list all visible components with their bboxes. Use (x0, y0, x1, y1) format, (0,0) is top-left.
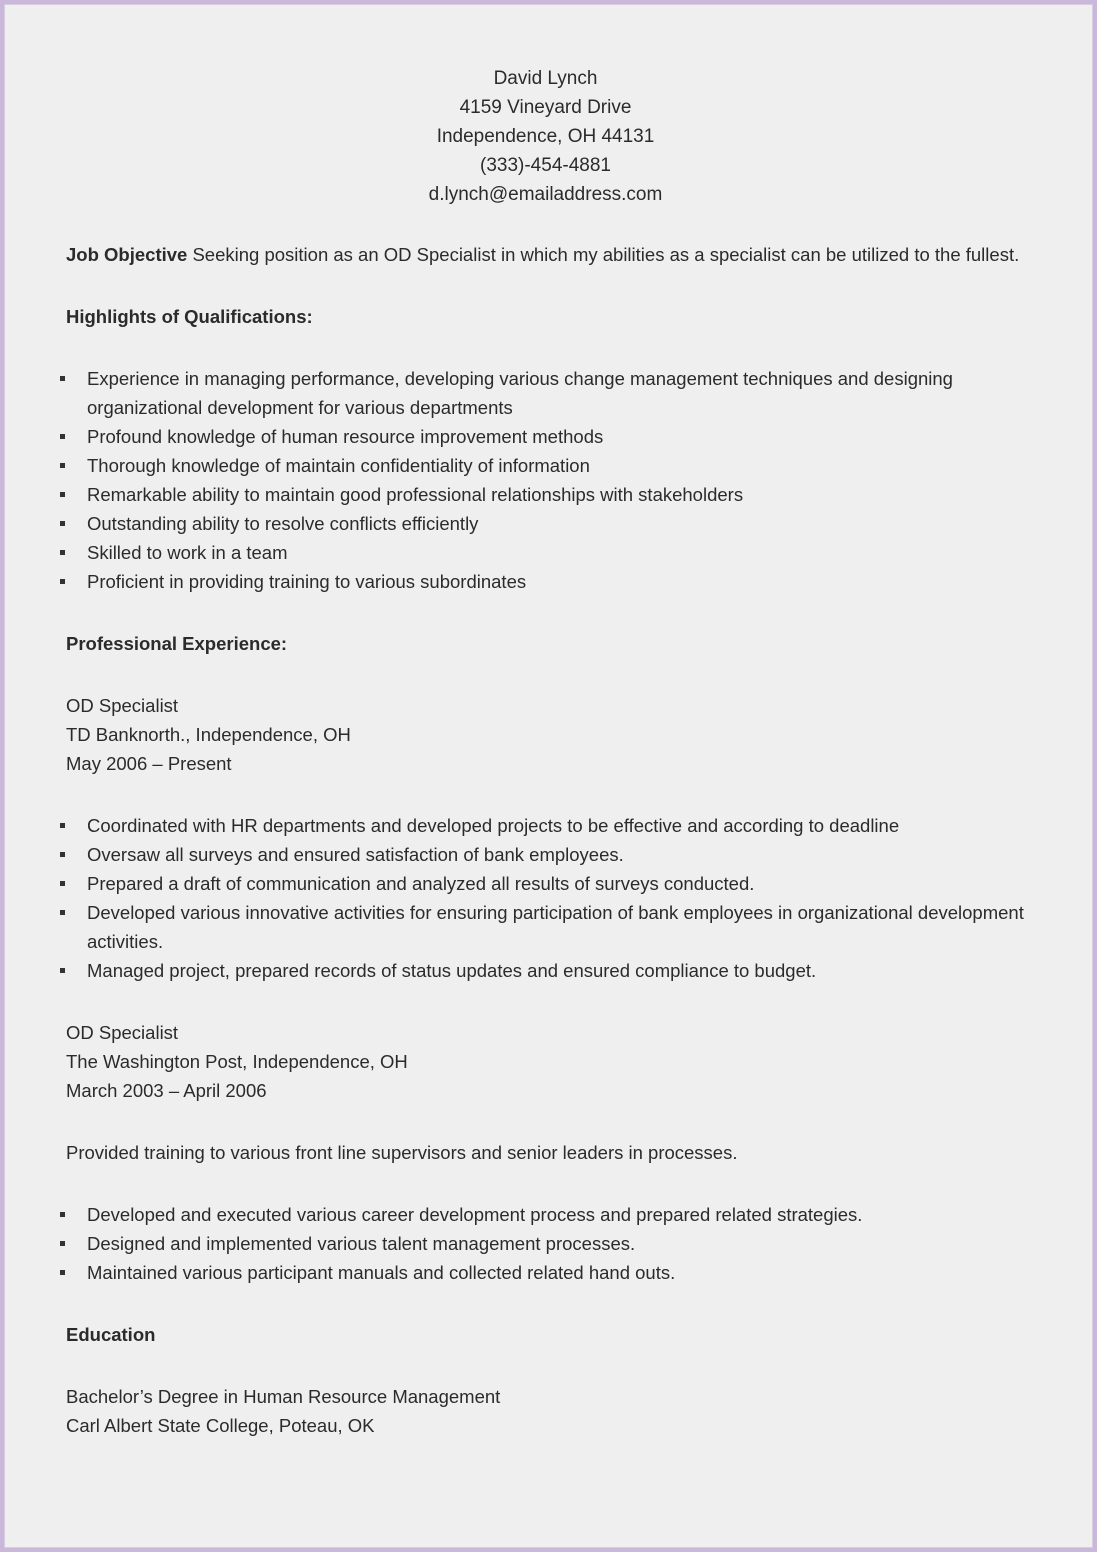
list-item: Outstanding ability to resolve conflicts efficiently (60, 509, 1026, 538)
bullet-icon (60, 579, 65, 584)
bullet-icon (60, 521, 65, 526)
bullet-icon (60, 823, 65, 828)
bullet-icon (60, 463, 65, 468)
bullet-icon (60, 852, 65, 857)
bullet-icon (60, 910, 65, 915)
education-heading: Education (66, 1324, 156, 1345)
email-address: d.lynch@emailaddress.com (428, 184, 663, 205)
list-item: Remarkable ability to maintain good professional relationships with stakeholders (60, 480, 1026, 509)
education-degree: Bachelor’s Degree in Human Resource Management (66, 1386, 501, 1407)
bullet-icon (60, 550, 65, 555)
list-item: Maintained various participant manuals and collected related hand outs. (60, 1258, 1026, 1287)
job-2-duties (66, 1200, 1026, 1287)
job-1-dates: May 2006 – Present (66, 753, 232, 774)
list-item: Coordinated with HR departments and developed projects to be effective and according to deadline (60, 811, 1026, 840)
list-item: Profound knowledge of human resource improvement methods (60, 422, 1026, 451)
street-address: 4159 Vineyard Drive (459, 97, 632, 118)
list-item: Prepared a draft of communication and analyzed all results of surveys conducted. (60, 869, 1026, 898)
job-2-dates: March 2003 – April 2006 (66, 1080, 267, 1101)
list-item: Experience in managing performance, developing various change management techniques and designing organizational development for various departments (60, 364, 1026, 422)
list-item: Proficient in providing training to various subordinates (60, 567, 1026, 596)
list-item: Developed and executed various career development process and prepared related strategies. (60, 1200, 1026, 1229)
bullet-icon (60, 376, 65, 381)
job-objective-text: Seeking position as an OD Specialist in which my abilities as a specialist can be utilized to the fullest. (187, 244, 1020, 265)
list-item: Skilled to work in a team (60, 538, 1026, 567)
list-item: Oversaw all surveys and ensured satisfaction of bank employees. (60, 840, 1026, 869)
job-objective (66, 240, 1026, 269)
education-school: Carl Albert State College, Poteau, OK (66, 1415, 375, 1436)
job-2-summary: Provided training to various front line supervisors and senior leaders in processes. (66, 1142, 738, 1163)
bullet-icon (60, 968, 65, 973)
job-2-title: OD Specialist (66, 1022, 179, 1043)
experience-heading: Professional Experience: (66, 633, 288, 654)
contact-header (0, 64, 1097, 209)
bullet-icon (60, 434, 65, 439)
bullet-icon (60, 1212, 65, 1217)
list-item: Developed various innovative activities for ensuring participation of bank employees in organizational development activities. (60, 898, 1026, 956)
job-1-duties (66, 811, 1026, 985)
bullet-icon (60, 492, 65, 497)
city-state-zip: Independence, OH 44131 (436, 126, 655, 147)
candidate-name: David Lynch (493, 68, 598, 89)
highlights-list (66, 364, 1026, 596)
bullet-icon (60, 881, 65, 886)
job-1-company: TD Banknorth., Independence, OH (66, 724, 351, 745)
phone-number: (333)-454-4881 (480, 155, 611, 176)
list-item: Managed project, prepared records of status updates and ensured compliance to budget. (60, 956, 1026, 985)
resume-body (66, 240, 1026, 1440)
list-item: Thorough knowledge of maintain confidentiality of information (60, 451, 1026, 480)
job-2-company: The Washington Post, Independence, OH (66, 1051, 408, 1072)
bullet-icon (60, 1270, 65, 1275)
list-item: Designed and implemented various talent management processes. (60, 1229, 1026, 1258)
bullet-icon (60, 1241, 65, 1246)
job-objective-label: Job Objective (66, 244, 188, 265)
job-1-title: OD Specialist (66, 695, 179, 716)
highlights-heading: Highlights of Qualifications: (66, 306, 313, 327)
